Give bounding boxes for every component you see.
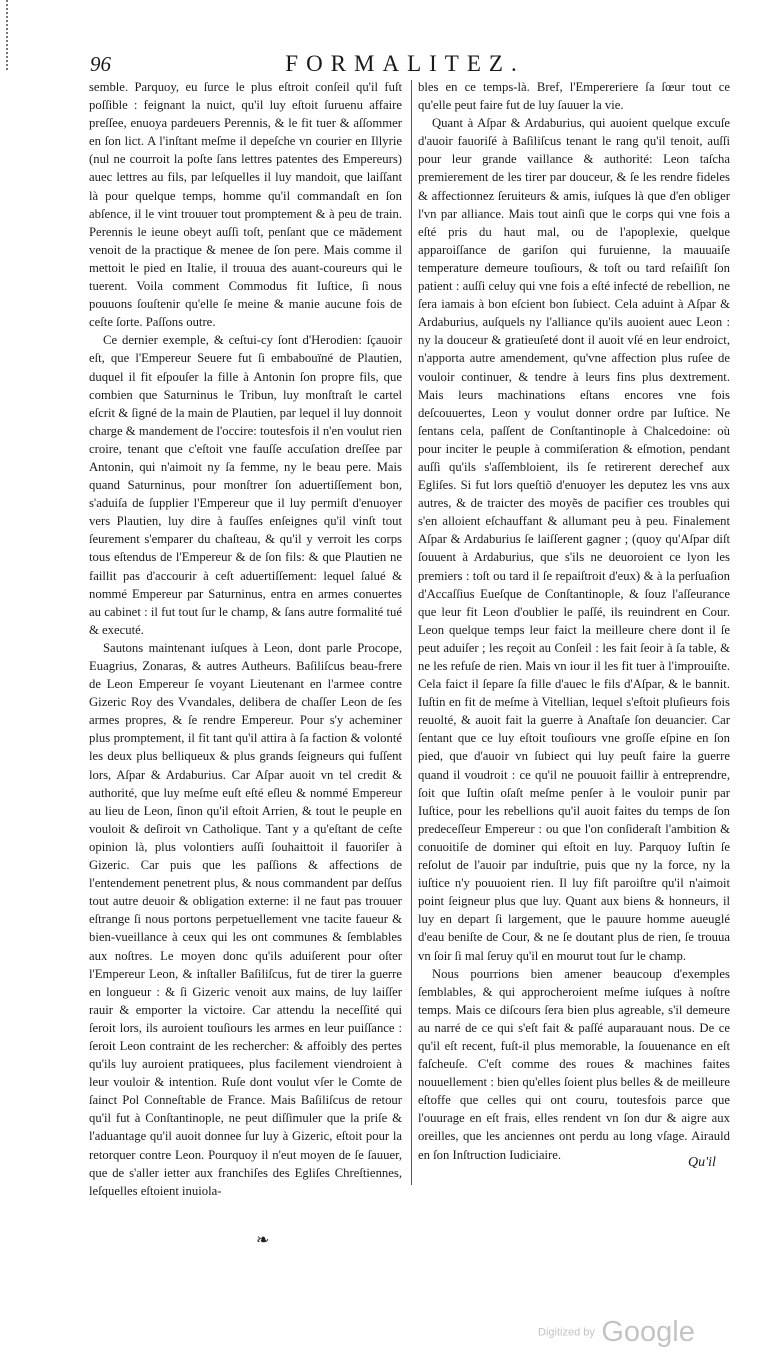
paragraph: Nous pourrions bien amener beaucoup d'exemples ſemblables, & qui approcheroient meſme iuſques à noſtre temps. Mais ce diſcours ſera bien plus agreable, s'il demeure au narré de ce qui s'eſt fait & paſſé auparauant nous. De ce qu'il eſt recent, fuſt-il plus memorable, la ſouuenance en eſt faſcheuſe. C'eſt comme des roues & machines faites nouuellement : bien qu'elles ſoient plus belles & de meilleure eſtoffe que celles qui ont couru, toutesfois parce que l'ouurage en eſt frais, elles rendent vn ſon dur & aigre aux oreilles, que les anciennes ont perdu au long vſage. Airauld en ſon Inſtruction Iudiciaire. <box>418 966 730 1162</box>
fleuron-ornament: ❧ <box>256 1232 270 1249</box>
page-number: 96 <box>90 52 111 76</box>
paragraph: Ce dernier exemple, & ceſtui-cy ſont d'Herodien: ſçauoir eſt, que l'Empereur Seuere fut ſi embabouïné de Plautien, duquel il fit eſpouſer la fille à Antonin ſon propre fils, que combien que Saturninus le Tribun, luy monſtraſt le cartel eſcrit & ſigné de la main de Plautien, par lequel il luy donnoit charge & mandement de l'occire: toutesfois il n'en voulut rien croire, tenant que c'eſtoit vne fauſſe accuſation dreſſee par Antonin, qui n'aimoit ny ſa femme, ny le beau pere. Mais quand Saturninus, pour monſtrer ſon aduertiſſement bon, s'aduiſa de ſupplier l'Empereur que il luy permiſt d'enuoyer vers Plautien, luy dire à fauſſes enſeignes qu'il vinſt tout ſeurement s'emparer du chaſteau, & qu'il y verroit les corps tous eſtendus de l'Empereur & de ſon fils: & que Plautien ne faillit pas d'accourir à ceſt aduertiſſement: lequel ſalué & nommé Empereur par Saturninus, entra en armes conuertes au cabinet : il fut tout ſur le champ, & ſans autre formalité tué & executé. <box>89 333 402 637</box>
digitized-watermark <box>538 1316 695 1356</box>
paragraph: Sautons maintenant iuſques à Leon, dont parle Procope, Euagrius, Zonaras, & autres Autheurs. Baſiliſcus beau-frere de Leon Empereur ſe voyant Lieutenant en l'armee contre Gizeric Roy des Vvandales, delibera de chaſſer Leon de ſes armes propres, & ſe rendre Empereur. Pour s'y acheminer plus promptement, il fit tant qu'il attira à ſa faction & volonté les deux plus belliqueux & plus grands ſeigneurs qui fuſſent lors, Aſpar & Ardaburius. Car Aſpar auoit vn tel credit & authorité, que luy meſme euſt eſté eſleu & nommé Empereur au lieu de Leon, ſinon qu'il eſtoit Arrien, & tout le peuple en vouloit & deſiroit vn Catholique. Tant y a qu'eſtant de ceſte opinion là, plus volontiers auſſi ſouhaittoit il fauoriſer à Gizeric. Car puis que les paſſions & affections de l'entendement penetrent plus, & nous commandent par deſſus tout autre deuoir & obligation externe: il ne faut pas trouuer eſtrange ſi nous portons perpetuellement vne tacite faueur & bien-vueillance à ceux qui les ont communes & ſemblables aux noſtres. Le moyen donc qu'ils aduiſerent pour oſter l'Empereur Leon, & inſtaller Baſiliſcus, fut de tirer la guerre en longueur : & ſi Gizeric venoit aux mains, de luy laiſſer rauir & emporter la victoire. Car attendu la neceſſité qui ſeroit lors, ils auroient touſiours les armes en leur puiſſance : ſeroit Leon contraint de les rechercher: & affoibly des pertes qu'ils luy auroient pratiquees, plus facilement viendroient à leur vouloir & intention. Ruſe dont voulut vſer le Comte de ſainct Pol Conneſtable de France. Mais Baſiliſcus de retour qu'il fut à Conſtantinople, ne peut diſſimuler que la priſe & l'aduantage qu'il auoit donnee ſur luy à Gizeric, eſtoit pour la retorquer contre Leon. Pourquoy il n'eut moyen de ſe ſauuer, que de s'aller ietter aux franchiſes des Egliſes Chreſtiennes, leſquelles eſtoient inuiola- <box>89 640 402 1198</box>
running-head: FORMALITEZ. <box>285 51 525 76</box>
column-divider <box>411 80 412 1185</box>
paragraph: Quant à Aſpar & Ardaburius, qui auoient quelque excuſe d'auoir fauoriſé à Baſiliſcus tenant le rang qu'il tenoit, auſſi pour leur grande vaillance & authorité: Leon taſcha premierement de les tirer par douceur, & ſe les rendre fideles & affectionnez ſeruiteurs & amis, iuſques là que d'en obliger l'vn par alliance. Mais tout ainſi que le corps qui vne fois a eſté pris du haut mal, ou de l'apoplexie, quelque apparoiſſance de gariſon qui furuienne, la mauuaiſe temperature demeure touſiours, & toſt ou tard reſaiſiſt ſon patient : auſſi celuy qui vne fois a eſté infecté de rebellion, ne ſera iamais à bon eſcient bon ſubiect. Cela aduint à Aſpar & Ardaburius, auſquels ny l'alliance qu'ils auoient auec Leon : ny la douceur & gratieuſeté dont il auoit vſé en leur endroict, n'apporta autre amendement, qu'vne affection plus ruſee de vouloir continuer, & tendre à leurs fins plus dextrement. Mais leurs machinations eſtans encores vne fois deſcouuertes, Leon y voulut donner ordre par Iuſtice. Ne ſentans cela, paſſent de Conſtantinople à Chalcedoine: où pour inciter le peuple à commiſeration & eſmotion, pendant auſſi qu'ils s'aſſembloient, ils ſe retirerent derechef aux Egliſes. Si fut lors queſtiõ d'enuoyer les deputez les vns aux autres, & de traicter des moyẽs de pacifier ces troubles qui s'en alloient eſchauffant & allumant peu à peu. Finalement Aſpar & Ardaburius ſe laiſſerent gagner ; (quoy qu'Aſpar diſt ſouuent à Ardaburius, que s'ils ne deuoroient ce lyon les premiers : toſt ou tard il ſe repaiſtroit d'eux) & à la perſuaſion d'Accaſſius Eueſque de Conſtantinople, & ſouz l'aſſeurance que leur fit Leon d'oublier le paſſé, ils reuindrent en Cour. Leon quelque temps leur faict la meilleure chere dont il ſe peut aduiſer ; les reçoit au Conſeil : les fait ſeoir à ſa table, & ne les refuſe de rien. Mais vn iour il les fit tuer à l'improuiſte. Cela faict il ſepare ſa fille d'auec le fils d'Aſpar, & le bannit. Iuſtin en fit de meſme à Vitellian, lequel s'eſtoit pluſieurs fois reuolté, & auoit fait la guerre à Anaſtaſe ſon deuancier. Car ſentant que ce luy eſtoit touſiours vne groſſe eſpine en ſon pied, que d'auoir vn ſubiect qui luy peuſt faire la guerre quand il voudroit : ce qu'il ne pouuoit faillir à entreprendre, ſoit que Iuſtin oſaſt meſme penſer à le vouloir punir par Iuſtice, pour les rebellions qu'il auoit faites du temps de ſon predeceſſeur Empereur : ou que l'on conſideraſt l'ambition & conuoitiſe de dominer qui eſtoit en luy. Parquoy Iuſtin ſe reſolut de l'auoir par induſtrie, puis que ny la force, ny la iuſtice n'y pouuoient rien. Il luy fiſt paroiſtre qu'il n'aimoit point ſeigneur plus que luy. Quant aux biens & honneurs, il luy en depart ſi largement, que le pauure homme aueuglé d'eau beniſte de Cour, & ne ſe doutant plus de rien, ſe trouua vn ſoir ſi mal ſeruy qu'il en mourut tout ſur le champ. <box>418 116 730 963</box>
google-logo: Google <box>601 1316 695 1348</box>
page-edge-margin <box>6 0 10 70</box>
catchword: Qu'il <box>688 1155 716 1170</box>
right-column <box>418 78 730 1164</box>
paragraph: semble. Parquoy, eu ſurce le plus eſtroit conſeil qu'il fuſt poſſible : feignant la nuict, qu'il luy eſtoit ſuruenu affaire preſſee, enuoya pardeuers Perennis, & le fit tuer & aſſommer en ſon lict. A l'inſtant meſme il depeſche vn courier en Illyrie (nul ne courroit la poſte ſans lettres patentes des Empereurs) auec lettres au fils, par leſquelles il luy mandoit, que laiſſant là pour quelque temps, homme qu'il commandaſt en ſon abſence, il le vint trouuer tout promptement & à peu de train. Perennis le ieune obeyt auſſi toſt, penſant que ce mãdement venoit de la practique & menee de ſon pere. Mais comme il mettoit le pied en Italie, il trouua des auant-coureurs qui le tuerent. Voila comment Commodus fit Iuſtice, ſi nous pouuons ſouſtenir qu'elle ſe meine & manie aucune fois de ceſte ſorte. Paſſons outre. <box>89 80 402 330</box>
left-column <box>89 78 402 1200</box>
paragraph: bles en ce temps-là. Bref, l'Empereriere ſa ſœur tout ce qu'elle peut faire fut de luy ſauuer la vie. <box>418 80 730 113</box>
watermark-prefix: Digitized by <box>538 1326 595 1339</box>
